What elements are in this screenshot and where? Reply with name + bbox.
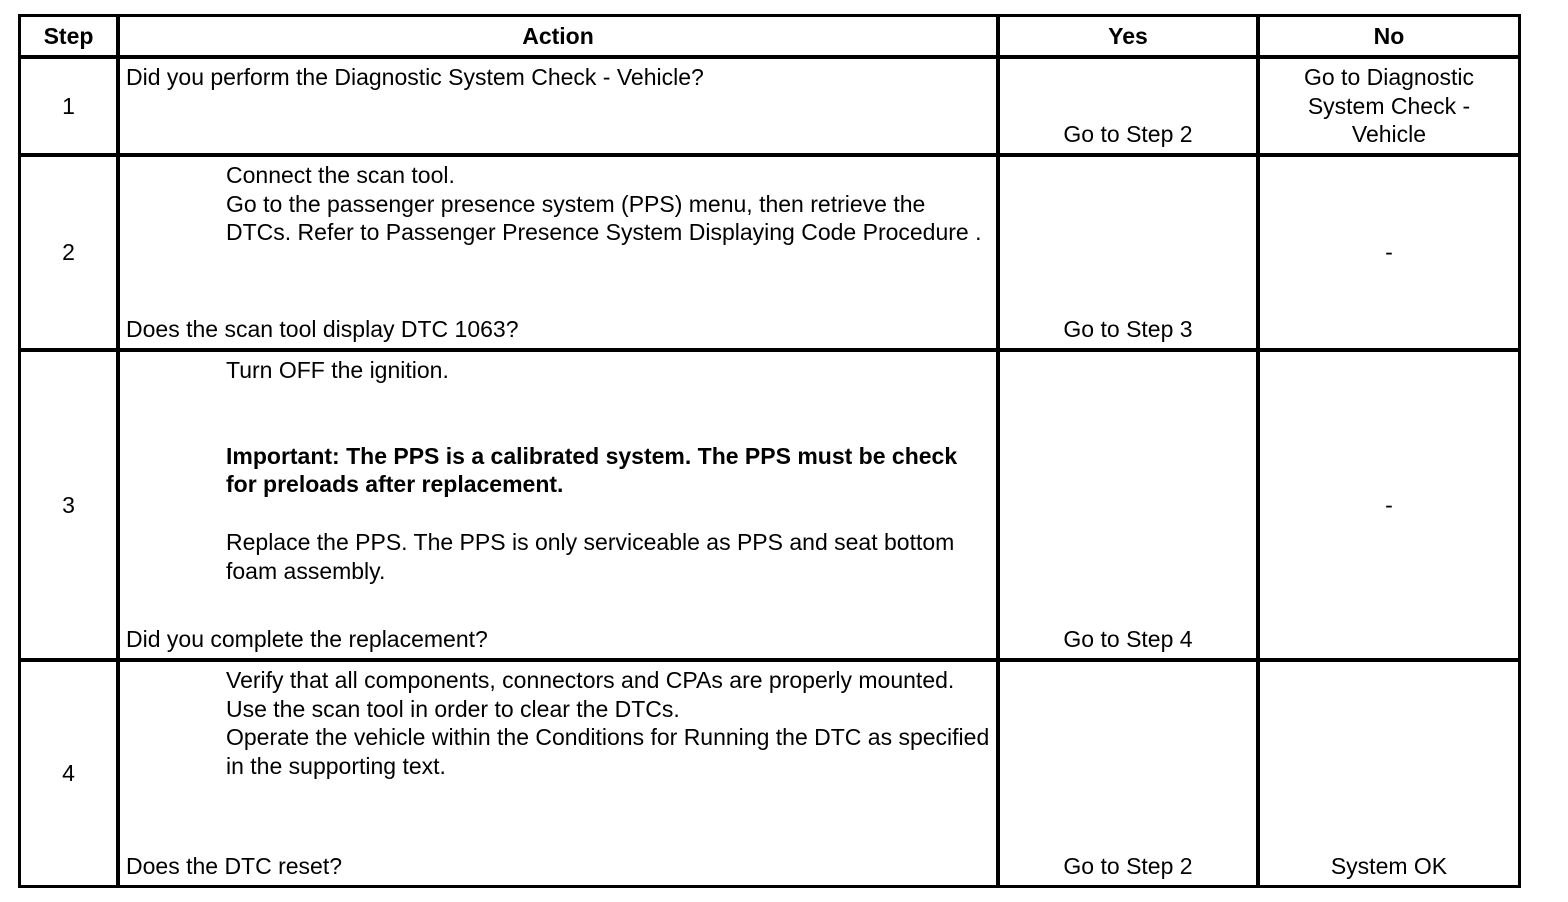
yes-link-3[interactable]: Go to Step 4 bbox=[1063, 626, 1193, 653]
yes-cell-4 bbox=[1000, 662, 1260, 885]
step-number-3: 3 bbox=[21, 352, 120, 662]
no-cell-4 bbox=[1260, 662, 1518, 885]
action-line: Turn OFF the ignition. bbox=[226, 357, 449, 383]
no-cell-3 bbox=[1260, 352, 1518, 662]
yes-link-1[interactable]: Go to Step 2 bbox=[1063, 121, 1193, 148]
yes-link-2[interactable]: Go to Step 3 bbox=[1063, 316, 1193, 343]
action-cell-2 bbox=[120, 157, 1000, 352]
yes-cell-2 bbox=[1000, 157, 1260, 352]
action-line: Operate the vehicle within the Conditions for Running the DTC as specified in the supporting text. bbox=[226, 724, 990, 780]
no-link-1[interactable]: Go to Diagnostic System Check - Vehicle bbox=[1303, 64, 1475, 148]
yes-link-4[interactable]: Go to Step 2 bbox=[1063, 853, 1193, 880]
action-cell-1 bbox=[120, 59, 1000, 157]
yes-cell-1 bbox=[1000, 59, 1260, 157]
diagnostic-table bbox=[18, 14, 1521, 888]
action-question-3: Did you complete the replacement? bbox=[126, 626, 488, 653]
header-no: No bbox=[1260, 17, 1518, 59]
yes-cell-3 bbox=[1000, 352, 1260, 662]
no-cell-1 bbox=[1260, 59, 1518, 157]
action-line: Use the scan tool in order to clear the DTCs. bbox=[226, 695, 680, 722]
action-question-1: Did you perform the Diagnostic System Check - Vehicle? bbox=[126, 64, 704, 90]
action-cell-4 bbox=[120, 662, 1000, 885]
step-number-2: 2 bbox=[21, 157, 120, 352]
action-line: Connect the scan tool. bbox=[226, 162, 455, 188]
no-value-4: System OK bbox=[1330, 853, 1448, 880]
header-yes: Yes bbox=[1000, 17, 1260, 59]
action-line: Verify that all components, connectors and CPAs are properly mounted. bbox=[226, 667, 955, 693]
action-question-2: Does the scan tool display DTC 1063? bbox=[126, 316, 519, 343]
step-number-1: 1 bbox=[21, 59, 120, 157]
header-step: Step bbox=[21, 17, 120, 59]
no-cell-2 bbox=[1260, 157, 1518, 352]
important-note: Important: The PPS is a calibrated system. The PPS must be check for preloads after replacement. bbox=[226, 442, 958, 498]
action-cell-3 bbox=[120, 352, 1000, 662]
header-action: Action bbox=[120, 17, 1000, 59]
action-question-4: Does the DTC reset? bbox=[126, 853, 343, 880]
step-number-4: 4 bbox=[21, 662, 120, 885]
action-line: Go to the passenger presence system (PPS) menu, then retrieve the DTCs. Refer to Passenger Presence System Displaying Code Procedure . bbox=[226, 190, 982, 246]
no-value-3: - bbox=[1385, 491, 1393, 518]
action-line: Replace the PPS. The PPS is only serviceable as PPS and seat bottom foam assembly. bbox=[226, 528, 955, 584]
no-value-2: - bbox=[1385, 239, 1393, 266]
